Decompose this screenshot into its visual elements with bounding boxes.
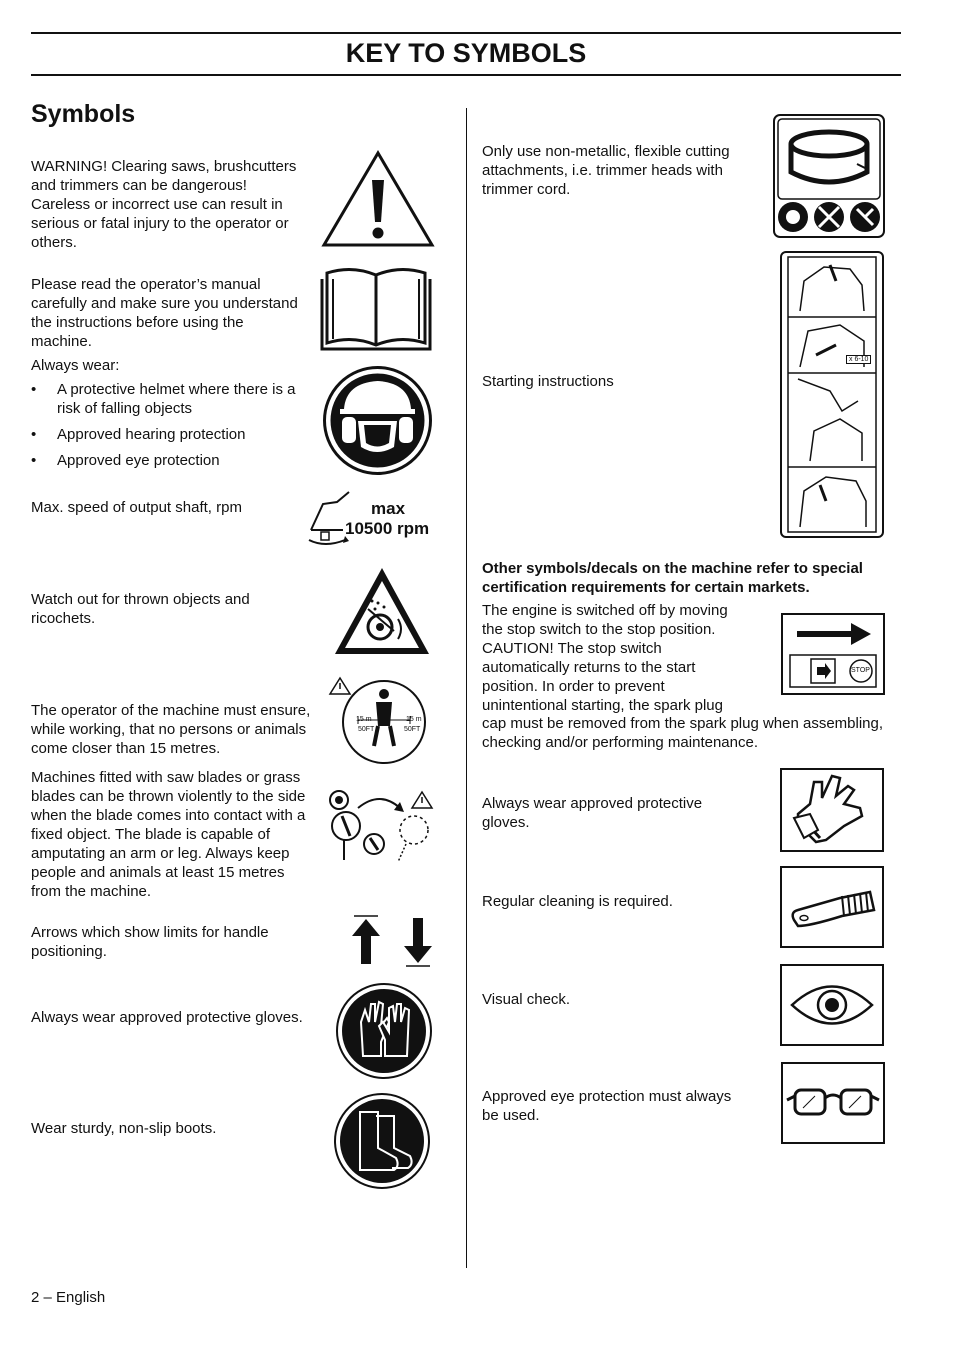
brush-icon (780, 866, 884, 948)
stop-switch-icon (781, 613, 885, 695)
gloves-text-right: Always wear approved protective gloves. (482, 795, 703, 831)
column-divider (466, 108, 467, 1268)
visual-check-text: Visual check. (482, 991, 571, 1008)
engine-stop-text: The engine is switched off by moving the stop switch to the stop position. CAUTION! The stop switch automatically returns to the start position. In order to prevent unintentional starting, the spark plug (482, 602, 728, 714)
distance-ft-right: 50FT (404, 726, 421, 733)
safety-distance-text: The operator of the machine must ensure, while working, that no persons or animals come closer than 15 metres. (31, 702, 311, 757)
eye-icon (780, 964, 884, 1046)
handle-limit-arrows-icon (350, 914, 434, 968)
manual-text: Please read the operator’s manual carefully and make sure you understand the instructions before using the machine. (31, 276, 298, 350)
safety-distance-icon (328, 676, 438, 766)
non-metallic-text: Only use non-metallic, flexible cutting attachments, i.e. trimmer heads with trimmer cord. (482, 143, 730, 198)
warning-triangle-icon (321, 150, 435, 248)
distance-m-right: 15 m (406, 716, 422, 723)
operator-manual-icon (318, 267, 434, 351)
warning-text: WARNING! Clearing saws, brushcutters and trimmers can be dangerous! Careless or incorrect use can result in serious or fatal injury to the operator or others. (31, 158, 297, 251)
wear-list (31, 380, 306, 477)
thrown-objects-icon (332, 565, 432, 657)
starting-icon-label: x 6-10 (846, 355, 871, 364)
boots-text: Wear sturdy, non-slip boots. (31, 1120, 217, 1137)
section-title: Symbols (31, 100, 136, 128)
distance-m-left: 15 m (356, 716, 372, 723)
max-speed-text: Max. speed of output shaft, rpm (31, 499, 242, 516)
distance-ft-left: 50FT (358, 726, 375, 733)
gloves-text-left: Always wear approved protective gloves. (31, 1009, 303, 1026)
list-item: • Approved hearing protection (31, 425, 306, 444)
glasses-icon (781, 1062, 885, 1144)
header-rule-bottom (31, 74, 901, 76)
trimmer-head-icon (773, 114, 885, 238)
starting-text: Starting instructions (482, 373, 614, 390)
thrown-objects-text: Watch out for thrown objects and ricochets. (31, 591, 250, 627)
always-wear-label: Always wear: (31, 357, 120, 374)
engine-stop-text-cont: cap must be removed from the spark plug when assembling, checking and/or performing maintenance. (482, 715, 884, 751)
blade-thrust-text: Machines fitted with saw blades or grass blades can be thrown violently to the side when the blade comes into contact with a fixed object. The blade is capable of amputating an arm or leg. Always keep people and animals at least 15 metres from the machine. (31, 769, 306, 900)
list-item: • A protective helmet where there is a risk of falling objects (31, 380, 306, 418)
cleaning-text: Regular cleaning is required. (482, 893, 673, 910)
glove-icon (780, 768, 884, 852)
rpm-label: 10500 rpm (345, 519, 430, 538)
handle-limits-text: Arrows which show limits for handle positioning. (31, 924, 269, 960)
list-item: • Approved eye protection (31, 451, 306, 470)
other-symbols-heading: Other symbols/decals on the machine refer to special certification requirements for certain markets. (482, 560, 863, 596)
stop-icon-label: STOP (851, 667, 870, 674)
max-speed-icon (303, 490, 438, 550)
starting-instructions-icon (780, 251, 884, 538)
header-rule-top (31, 32, 901, 34)
eye-protection-text: Approved eye protection must always be used. (482, 1088, 732, 1124)
protective-gloves-icon (335, 982, 433, 1080)
page-title: KEY TO SYMBOLS (345, 38, 587, 68)
max-label: max (371, 499, 406, 518)
helmet-hearing-eye-protection-icon (322, 365, 433, 476)
boots-icon (330, 1092, 434, 1190)
blade-thrust-icon (328, 788, 436, 864)
page-footer: 2 – English (31, 1289, 106, 1306)
